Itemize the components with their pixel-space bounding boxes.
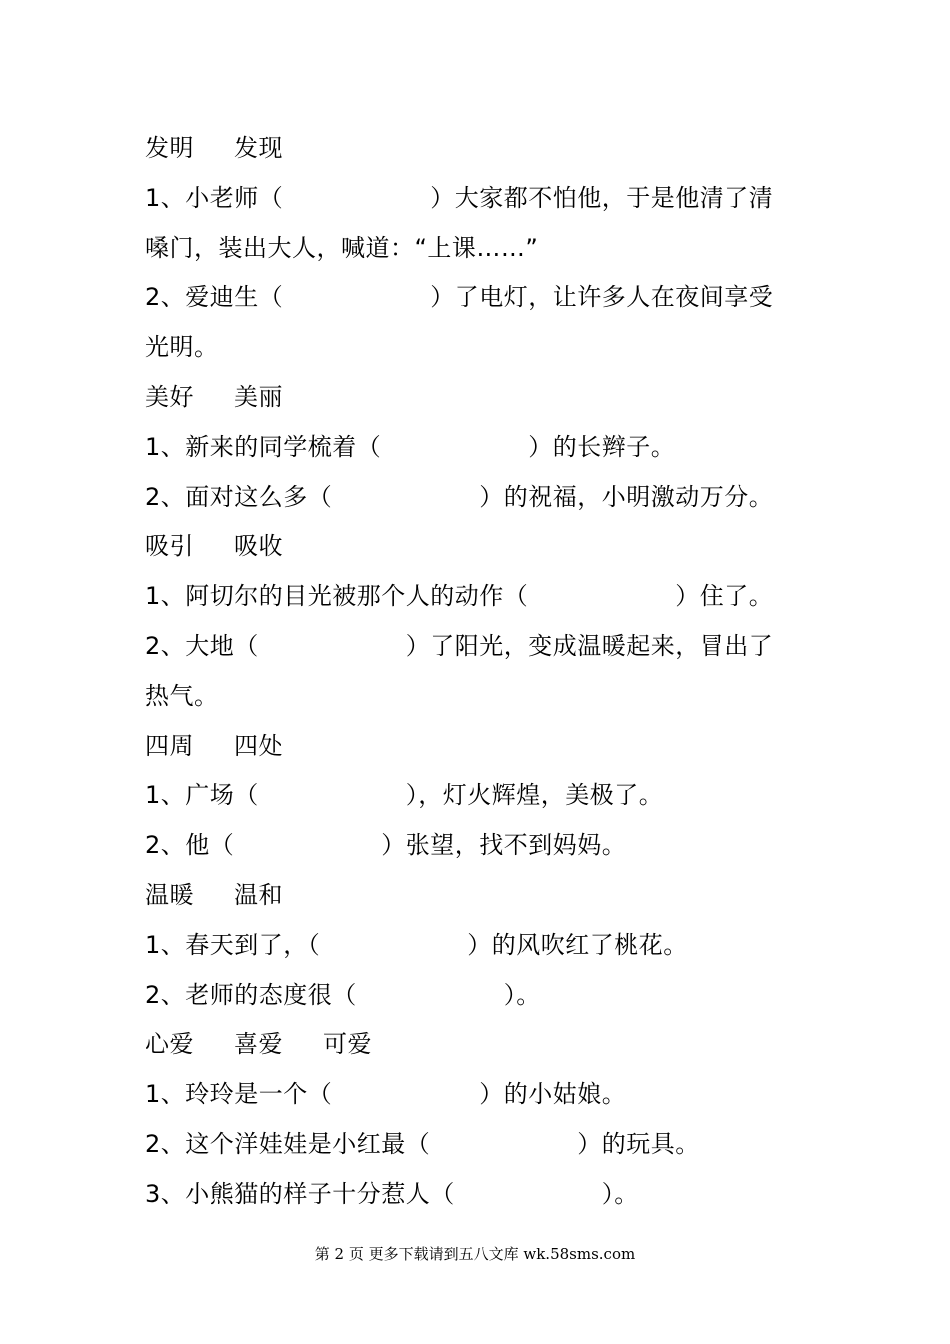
vocabulary-word: 温和	[234, 880, 283, 909]
fill-in-sentence: 3、小熊猫的样子十分惹人（ ）。	[145, 1179, 639, 1208]
vocabulary-word: 美好	[145, 382, 194, 411]
fill-in-sentence: 2、这个洋娃娃是小红最（ ）的玩具。	[145, 1129, 700, 1158]
vocabulary-word: 吸引	[145, 532, 194, 561]
vocabulary-word: 喜爱	[234, 1030, 283, 1059]
fill-in-sentence: 光明。	[145, 333, 219, 362]
vocabulary-word: 四周	[145, 731, 194, 760]
vocabulary-word: 四处	[234, 731, 283, 760]
vocabulary-word: 发现	[234, 134, 283, 162]
fill-in-sentence: 2、面对这么多（ ）的祝福，小明激动万分。	[145, 482, 774, 511]
fill-in-sentence: 1、阿切尔的目光被那个人的动作（ ）住了。	[145, 582, 774, 611]
fill-in-sentence: 2、大地（ ）了阳光，变成温暖起来，冒出了	[145, 631, 774, 660]
exercise-content	[145, 124, 805, 1220]
page-footer: 第 2 页 更多下载请到五八文库 wk.58sms.com	[314, 1245, 636, 1263]
fill-in-sentence: 2、老师的态度很（ ）。	[145, 980, 541, 1009]
word-pair-heading	[145, 522, 805, 572]
word-pair-heading	[145, 1020, 805, 1070]
fill-in-sentence: 2、爱迪生（ ）了电灯，让许多人在夜间享受	[145, 283, 774, 312]
vocabulary-word: 心爱	[145, 1030, 194, 1059]
word-pair-heading	[145, 373, 805, 423]
fill-in-sentence: 2、他（ ）张望，找不到妈妈。	[145, 831, 627, 860]
word-pair-heading	[145, 124, 805, 174]
vocabulary-word: 美丽	[234, 382, 283, 411]
fill-in-sentence: 1、广场（ ），灯火辉煌，美极了。	[145, 781, 664, 810]
fill-in-sentence: 1、小老师（ ）大家都不怕他，于是他清了清	[145, 183, 774, 212]
fill-in-sentence: 1、新来的同学梳着（ ）的长辫子。	[145, 432, 676, 461]
word-pair-heading	[145, 871, 805, 921]
vocabulary-word: 温暖	[145, 880, 194, 909]
vocabulary-word: 可爱	[323, 1030, 372, 1059]
fill-in-sentence: 嗓门，装出大人，喊道：“上课……”	[145, 233, 539, 262]
word-pair-heading	[145, 722, 805, 772]
vocabulary-word: 吸收	[234, 532, 283, 561]
vocabulary-word: 发明	[145, 134, 194, 162]
fill-in-sentence: 1、玲玲是一个（ ）的小姑娘。	[145, 1080, 627, 1109]
fill-in-sentence: 热气。	[145, 681, 219, 710]
fill-in-sentence: 1、春天到了，（ ）的风吹红了桃花。	[145, 930, 688, 959]
